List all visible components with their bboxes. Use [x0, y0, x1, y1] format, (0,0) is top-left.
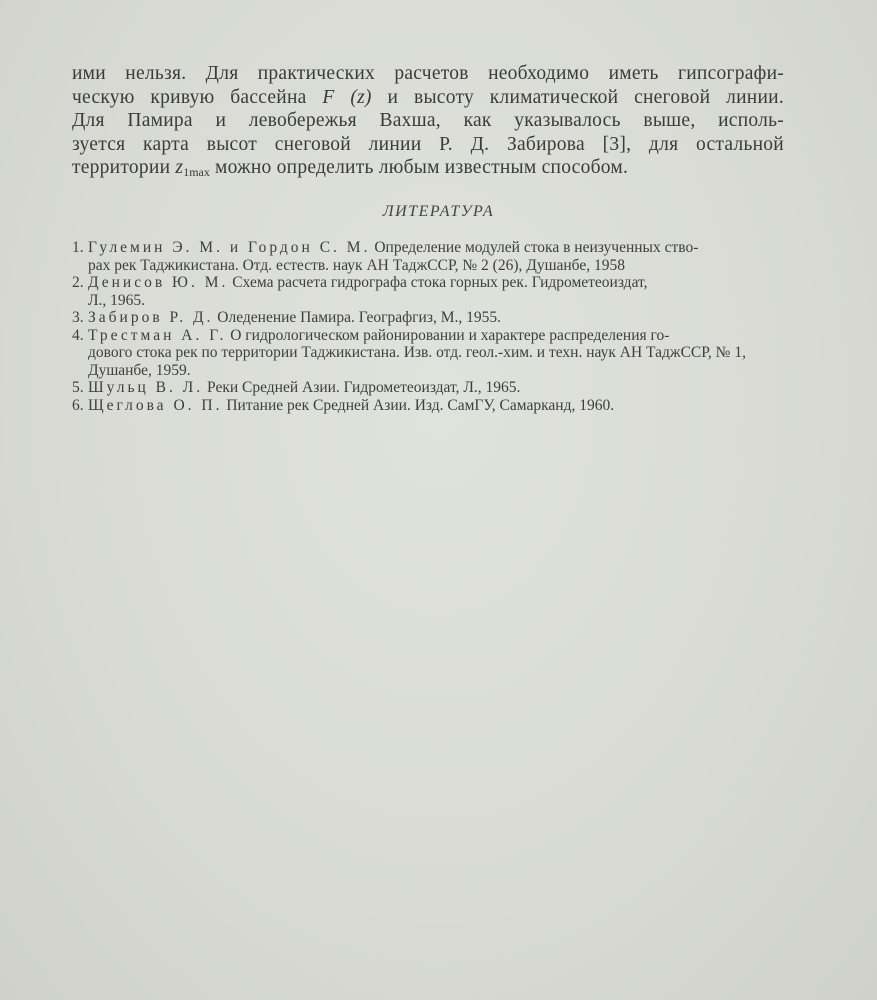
reference-author: Шульц В. Л.: [88, 379, 204, 396]
paragraph-line-5-start: территории: [72, 157, 176, 178]
reference-text-continued: Л., 1965.: [88, 291, 146, 309]
reference-author: Забиров Р. Д.: [88, 309, 214, 326]
reference-text-continued: рах рек Таджикистана. Отд. естеств. наук АН ТаджССР, № 2 (26), Душанбе, 1958: [88, 256, 625, 274]
reference-text: Оледенение Памира. Географгиз, М., 1955.: [217, 309, 501, 326]
z-max-formula: [175, 157, 210, 178]
paragraph-line-2-start: ческую кривую бассейна: [72, 86, 323, 108]
reference-text-continued: дового стока рек по территории Таджикистана. Изв. отд. геол.-хим. и техн. наук АН ТаджССР, № 1, Душанбе, 1959.: [88, 344, 746, 379]
reference-text: Схема расчета гидрографа стока горных рек. Гидрометеоиздат,: [232, 274, 648, 291]
reference-item: [72, 309, 784, 327]
reference-author: Денисов Ю. М.: [88, 274, 229, 291]
reference-text: О гидрологическом районировании и характере распределения го-: [230, 326, 670, 344]
reference-author: Трестман А. Г.: [88, 326, 227, 344]
reference-item: [72, 274, 784, 309]
reference-text: Определение модулей стока в неизученных ство-: [374, 239, 699, 256]
reference-item: [72, 379, 784, 397]
paragraph-line-5: [72, 156, 784, 185]
reference-item: [72, 239, 784, 274]
paragraph-line-5-end: можно определить любым известным способом.: [209, 157, 629, 178]
reference-text: Питание рек Средней Азии. Изд. СамГУ, Самарканд, 1960.: [226, 396, 615, 414]
z-subscript: 1max: [183, 165, 210, 179]
body-paragraph: [72, 62, 784, 185]
reference-number: 5.: [72, 379, 84, 396]
reference-text: Реки Средней Азии. Гидрометеоиздат, Л., 1965.: [207, 379, 521, 396]
hypsographic-function-formula: F (z): [322, 86, 372, 108]
reference-author: Гулемин Э. М. и Гордон С. М.: [88, 239, 371, 256]
paragraph-line-2: [72, 86, 784, 110]
reference-number: 6.: [72, 396, 84, 414]
references-heading: ЛИТЕРАТУРА: [382, 203, 495, 220]
reference-number: 2.: [72, 274, 84, 291]
reference-number: 3.: [72, 309, 84, 326]
reference-item: [72, 397, 784, 415]
paragraph-line-2-end: и высоту климатической снеговой линии.: [371, 86, 784, 108]
z-symbol: z: [175, 157, 184, 178]
reference-number: 4.: [72, 326, 84, 344]
paragraph-line-3: Для Памира и левобережья Вахша, как указывалось выше, исполь-: [72, 110, 784, 131]
paragraph-line-1: ими нельзя. Для практических расчетов необходимо иметь гипсографи-: [72, 63, 784, 84]
paragraph-line-4: зуется карта высот снеговой линии Р. Д. Забирова [3], для остальной: [72, 133, 784, 155]
reference-item: [72, 327, 784, 380]
reference-number: 1.: [72, 239, 84, 256]
reference-author: Щеглова О. П.: [88, 396, 223, 414]
reference-list: [72, 239, 784, 414]
